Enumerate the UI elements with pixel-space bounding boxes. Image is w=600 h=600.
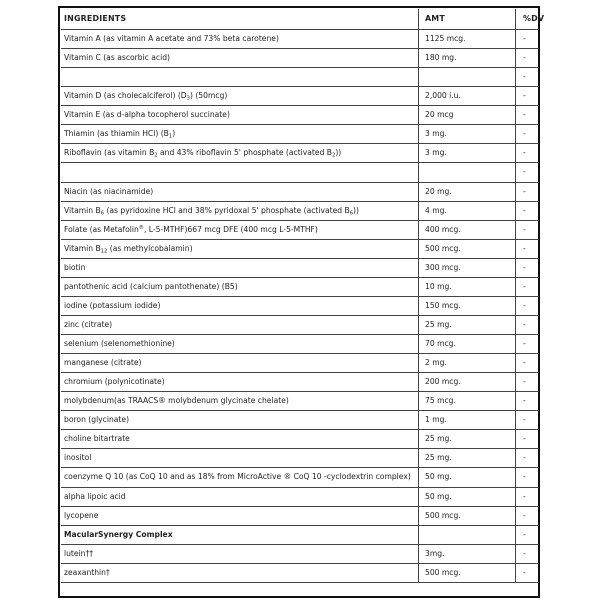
ingredient-daily-value: - — [515, 125, 539, 143]
ingredient-daily-value: - — [515, 449, 539, 467]
table-row — [61, 144, 539, 163]
ingredient-amount: 50 mg. — [418, 468, 515, 486]
ingredient-amount: 25 mg. — [418, 316, 515, 334]
table-row — [61, 430, 539, 449]
ingredient-amount: 25 mg. — [418, 430, 515, 448]
ingredient-name — [61, 163, 418, 181]
table-row — [61, 183, 539, 202]
ingredient-name — [61, 68, 418, 86]
ingredient-daily-value: - — [515, 202, 539, 220]
ingredient-amount: 1125 mcg. — [418, 30, 515, 48]
ingredient-daily-value: - — [515, 240, 539, 258]
header-daily-value: %DV — [515, 9, 539, 29]
ingredient-amount: 180 mg. — [418, 49, 515, 67]
ingredient-daily-value: - — [515, 49, 539, 67]
table-row — [61, 202, 539, 221]
ingredient-amount: 200 mcg. — [418, 373, 515, 391]
ingredients-panel — [58, 6, 545, 598]
table-row — [61, 87, 539, 106]
table-row — [61, 106, 539, 125]
ingredient-name: Thiamin (as thiamin HCl) $(B_1)$ — [64, 129, 176, 140]
ingredient-daily-value: - — [515, 564, 539, 582]
ingredient-name: Niacin (as niacinamide) — [64, 186, 154, 196]
ingredient-daily-value: - — [515, 335, 539, 353]
ingredient-name: Folate (as Metafolin®, L-5-MTHF)667 mcg DFE (400 mcg L-5-MTHF) — [64, 224, 318, 234]
ingredient-daily-value: - — [515, 259, 539, 277]
table-header-row — [61, 9, 545, 30]
ingredient-name: coenzyme Q 10 (as CoQ 10 and as 18% from MicroActive ® CoQ 10 -cyclodextrin complex) — [64, 472, 411, 482]
ingredient-amount: 75 mcg. — [418, 392, 515, 410]
table-row — [61, 373, 539, 392]
ingredient-name: zinc (citrate) — [64, 319, 113, 329]
ingredient-amount: 70 mcg. — [418, 335, 515, 353]
table-row — [61, 507, 539, 526]
ingredient-daily-value: - — [515, 297, 539, 315]
ingredient-name: lycopene — [64, 510, 99, 520]
ingredient-name: inositol — [64, 453, 92, 463]
table-row — [61, 30, 539, 49]
ingredient-daily-value: - — [515, 87, 539, 105]
table-row — [61, 564, 539, 583]
ingredient-amount: 20 mcg — [418, 106, 515, 124]
ingredient-daily-value: - — [515, 183, 539, 201]
ingredient-amount: 500 mcg. — [418, 564, 515, 582]
ingredient-daily-value: - — [515, 545, 539, 563]
table-row — [61, 125, 539, 144]
ingredient-name: Vitamin $B_6$ (as pyridoxine HCl and 38% pyridoxal 5' phosphate (activated $B_6$)) — [64, 205, 359, 217]
table-row — [61, 297, 539, 316]
ingredient-amount: 25 mg. — [418, 449, 515, 467]
ingredient-daily-value: - — [515, 468, 539, 486]
ingredient-name: selenium (selenomethionine) — [64, 339, 175, 348]
ingredient-name: Vitamin E (as d-alpha tocopherol succinate) — [64, 110, 230, 120]
ingredients-table — [61, 9, 545, 583]
ingredient-amount: 2 mg. — [418, 354, 515, 372]
ingredient-amount: 2,000 i.u. — [418, 87, 515, 105]
ingredient-amount: 500 mcg. — [418, 240, 515, 258]
ingredient-daily-value: - — [515, 392, 539, 410]
table-row — [61, 68, 539, 87]
ingredient-amount: 10 mg. — [418, 278, 515, 296]
table-row — [61, 316, 539, 335]
ingredient-name: pantothenic acid (calcium pantothenate) (B5) — [64, 281, 238, 291]
ingredient-amount: 4 mg. — [418, 202, 515, 220]
table-row — [61, 468, 539, 487]
table-row — [61, 449, 539, 468]
ingredient-name: Vitamin D (as cholecalciferol) $(D_3)$ (50mcg) — [64, 91, 228, 102]
ingredient-name: MacularSynergy Complex — [64, 529, 173, 539]
table-row — [61, 240, 539, 259]
header-ingredients: INGREDIENTS — [64, 14, 127, 23]
ingredient-name: alpha lipoic acid — [64, 491, 126, 501]
ingredient-name: choline bitartrate — [64, 434, 130, 444]
ingredient-daily-value: - — [515, 316, 539, 334]
ingredient-amount: 3mg. — [418, 545, 515, 563]
ingredient-daily-value: - — [515, 354, 539, 372]
ingredient-daily-value: - — [515, 278, 539, 296]
ingredient-amount — [418, 68, 515, 86]
table-row — [61, 221, 539, 240]
ingredient-name: Vitamin $B_{12}$ (as methylcobalamin) — [64, 243, 193, 255]
ingredient-name: biotin — [64, 262, 86, 272]
ingredient-amount: 20 mg. — [418, 183, 515, 201]
table-row — [61, 49, 539, 68]
ingredient-name: boron (glycinate) — [64, 415, 130, 425]
table-row — [61, 259, 539, 278]
ingredient-name: Vitamin A (as vitamin A acetate and 73% beta carotene) — [64, 34, 279, 43]
ingredient-amount: 150 mcg. — [418, 297, 515, 315]
ingredient-daily-value: - — [515, 507, 539, 525]
ingredient-amount — [418, 526, 515, 544]
ingredient-name: molybdenum(as TRAACS® molybdenum glycinate chelate) — [64, 396, 289, 406]
ingredient-daily-value: - — [515, 430, 539, 448]
ingredient-daily-value: - — [515, 106, 539, 124]
ingredient-name: chromium (polynicotinate) — [64, 377, 165, 387]
ingredient-daily-value: - — [515, 488, 539, 506]
ingredient-daily-value: - — [515, 144, 539, 162]
table-row — [61, 488, 539, 507]
ingredient-amount: 1 mg. — [418, 411, 515, 429]
ingredient-amount: 300 mcg. — [418, 259, 515, 277]
ingredient-name: manganese (citrate) — [64, 358, 142, 368]
ingredient-daily-value: - — [515, 373, 539, 391]
ingredient-daily-value: - — [515, 411, 539, 429]
ingredient-amount: 500 mcg. — [418, 507, 515, 525]
ingredient-amount — [418, 163, 515, 181]
header-amount: AMT — [418, 9, 515, 29]
ingredient-name: iodine (potassium iodide) — [64, 300, 161, 310]
table-row — [61, 545, 539, 564]
ingredient-daily-value: - — [515, 221, 539, 239]
ingredient-name: Riboflavin (as vitamin $B_2$ and 43% riboflavin 5' phosphate (activated $B_2$)) — [64, 148, 342, 159]
ingredient-daily-value: - — [515, 68, 539, 86]
table-row — [61, 392, 539, 411]
ingredient-daily-value: - — [515, 526, 539, 544]
ingredient-name: zeaxanthin† — [64, 567, 110, 577]
ingredient-name: Vitamin C (as ascorbic acid) — [64, 53, 170, 63]
table-row — [61, 163, 539, 182]
section-header-row — [61, 526, 539, 545]
ingredient-amount: 3 mg. — [418, 125, 515, 143]
ingredient-name: lutein†† — [64, 548, 94, 558]
table-row — [61, 278, 539, 297]
ingredient-amount: 400 mcg. — [418, 221, 515, 239]
ingredient-daily-value: - — [515, 163, 539, 181]
ingredient-amount: 3 mg. — [418, 144, 515, 162]
table-row — [61, 411, 539, 430]
table-row — [61, 354, 539, 373]
table-row — [61, 335, 539, 354]
ingredient-amount: 50 mg. — [418, 488, 515, 506]
ingredient-daily-value: - — [515, 30, 539, 48]
